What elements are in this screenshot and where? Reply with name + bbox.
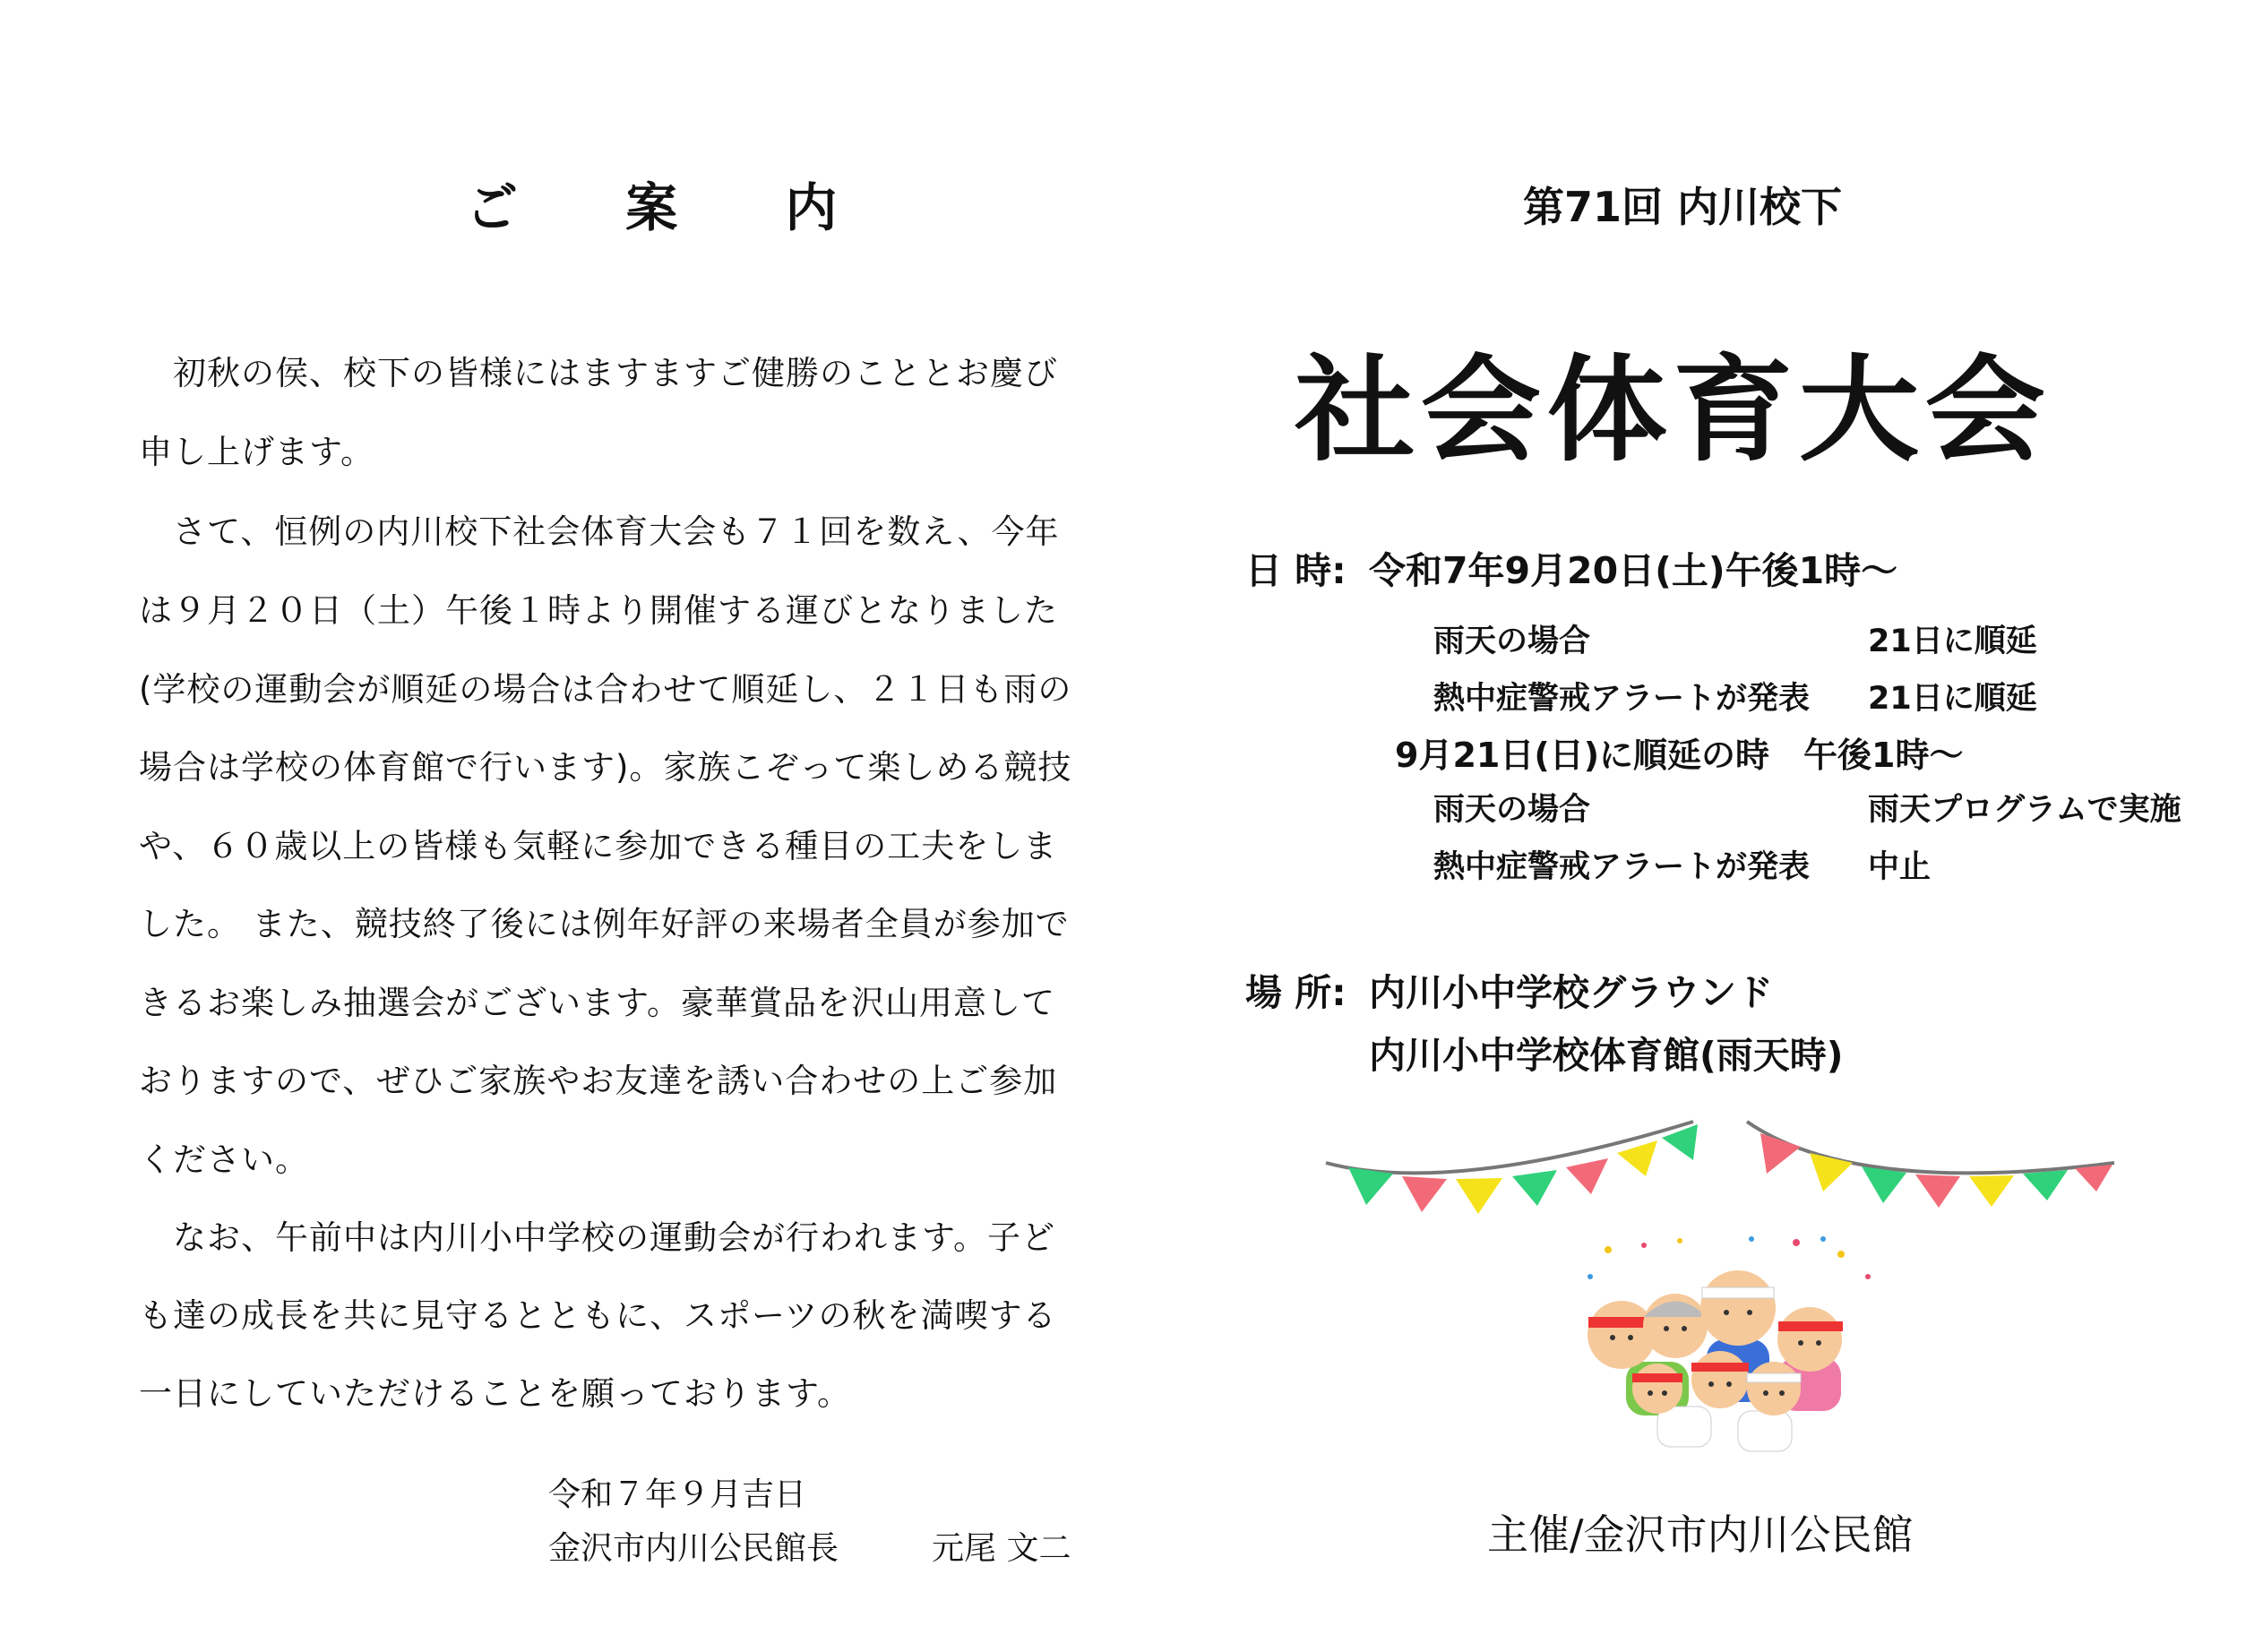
condition-action: 雨天プログラムで実施	[1868, 792, 2181, 828]
body-line: は９月２０日（土）午後１時より開催する運びとなりました	[139, 591, 1058, 630]
body-line: きるお楽しみ抽選会がございます。豪華賞品を沢山用意して	[139, 984, 1056, 1022]
body-line: 場合は学校の体育館で行います)。家族こぞって楽しめる競技	[139, 748, 1072, 787]
body-line: なお、午前中は内川小中学校の運動会が行われます。子ど	[139, 1218, 1056, 1257]
condition-case: 熱中症警戒アラートが発表	[1433, 681, 1811, 717]
condition-case: 雨天の場合	[1433, 792, 1591, 828]
bunting-decoration	[1317, 1111, 2123, 1227]
body-line: おりますので、ぜひご家族やお友達を誘い合わせの上ご参加	[139, 1062, 1058, 1100]
condition-action: 中止	[1868, 849, 1932, 885]
condition-action: 21日に順延	[1868, 624, 2037, 659]
condition-case: 雨天の場合	[1433, 624, 1591, 659]
postpone-line: 9月21日(日)に順延の時 午後1時～	[1395, 736, 1964, 775]
body-line: や、６０歳以上の皆様も気軽に参加できる種目の工夫をしま	[139, 827, 1058, 865]
page-title: ご 案 内	[466, 177, 882, 238]
cheering-people-illustration	[1572, 1232, 1886, 1465]
place-value-rainy: 内川小中学校体育館(雨天時)	[1369, 1034, 1844, 1077]
condition-action: 21日に順延	[1868, 681, 2037, 717]
body-line: (学校の運動会が順延の場合は合わせて順延し、２１日も雨の	[139, 670, 1072, 709]
condition-case: 熱中症警戒アラートが発表	[1433, 849, 1811, 885]
event-title: 社会体育大会	[1295, 344, 2052, 478]
body-line: さて、恒例の内川校下社会体育大会も７１回を数え、今年	[139, 512, 1060, 551]
body-line: ください。	[139, 1140, 309, 1179]
body-line: した。 また、競技終了後には例年好評の来場者全員が参加で	[139, 905, 1070, 943]
place-label: 場 所:	[1245, 971, 1347, 1014]
place-value-primary: 内川小中学校グラウンド	[1369, 971, 1773, 1014]
body-line: 申し上げます。	[139, 433, 375, 471]
datetime-value: 令和7年9月20日(土)午後1時～	[1369, 549, 1898, 592]
datetime-label: 日 時:	[1245, 549, 1347, 592]
organizer: 主催/金沢市内川公民館	[1487, 1510, 1914, 1559]
body-line: 初秋の侯、校下の皆様にはますますご健勝のこととお慶び	[139, 354, 1058, 392]
signer-organization: 金沢市内川公民館長	[548, 1530, 839, 1567]
event-subtitle: 第71回 内川校下	[1523, 183, 1843, 231]
body-line: も達の成長を共に見守るとともに、スポーツの秋を満喫する	[139, 1296, 1057, 1335]
signer-name: 元尾 文二	[932, 1530, 1071, 1567]
body-line: 一日にしていただけることを願っております。	[139, 1374, 852, 1413]
letter-date: 令和７年９月吉日	[548, 1476, 807, 1513]
